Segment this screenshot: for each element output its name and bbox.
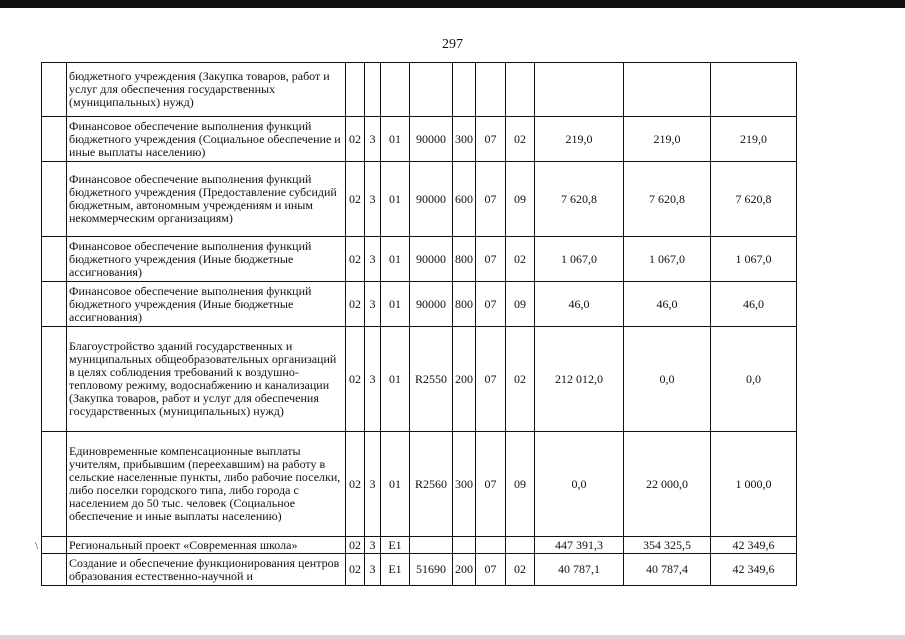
amount-cell: 1 067,0 (711, 237, 797, 282)
table-row (42, 282, 797, 327)
code-cell: 01 (381, 237, 410, 282)
code-cell: R2560 (410, 432, 453, 537)
table-row (42, 537, 797, 554)
amount-cell: 0,0 (535, 432, 624, 537)
code-cell (453, 537, 476, 554)
code-cell: 300 (453, 432, 476, 537)
amount-cell: 42 349,6 (711, 554, 797, 586)
code-cell: 02 (506, 117, 535, 162)
code-cell: 3 (365, 162, 381, 237)
amount-cell (624, 63, 711, 117)
amount-cell: 40 787,4 (624, 554, 711, 586)
code-cell: 07 (476, 237, 506, 282)
code-cell: 07 (476, 554, 506, 586)
code-cell (506, 537, 535, 554)
row-name: Региональный проект «Современная школа» (67, 537, 346, 554)
amount-cell: 354 325,5 (624, 537, 711, 554)
code-cell: 07 (476, 282, 506, 327)
code-cell (365, 63, 381, 117)
table-row (42, 327, 797, 432)
code-cell: 07 (476, 117, 506, 162)
code-cell: 800 (453, 282, 476, 327)
code-cell: 07 (476, 162, 506, 237)
amount-cell: 22 000,0 (624, 432, 711, 537)
code-cell: 02 (506, 237, 535, 282)
code-cell: 200 (453, 327, 476, 432)
code-cell: 07 (476, 327, 506, 432)
table-row (42, 117, 797, 162)
code-cell: 51690 (410, 554, 453, 586)
code-cell: 600 (453, 162, 476, 237)
code-cell (506, 63, 535, 117)
row-name: Благоустройство зданий государственных и муниципальных общеобразовательных организаций в целях соблюдения требований к воздушно-тепловому режиму, водоснабжению и канализации (Закупка товаров, работ и услуг для обеспечения государственных (муниципальных) нужд) (67, 327, 346, 432)
code-cell: 09 (506, 282, 535, 327)
amount-cell: 40 787,1 (535, 554, 624, 586)
code-cell: 90000 (410, 162, 453, 237)
code-cell: 02 (346, 282, 365, 327)
amount-cell: 46,0 (535, 282, 624, 327)
row-name: Единовременные компенсационные выплаты учителям, прибывшим (переехавшим) на работу в сельские населенные пункты, либо рабочие поселки, либо поселки городского типа, либо города с населением до 50 тыс. человек (Социальное обеспечение и иные выплаты населению) (67, 432, 346, 537)
code-cell (476, 63, 506, 117)
code-cell (476, 537, 506, 554)
code-cell (453, 63, 476, 117)
amount-cell: 46,0 (711, 282, 797, 327)
code-cell: 3 (365, 117, 381, 162)
row-spacer-cell (42, 554, 67, 586)
code-cell: 09 (506, 432, 535, 537)
code-cell: 3 (365, 282, 381, 327)
amount-cell: 7 620,8 (624, 162, 711, 237)
table-row (42, 432, 797, 537)
amount-cell: 42 349,6 (711, 537, 797, 554)
row-name: бюджетного учреждения (Закупка товаров, работ и услуг для обеспечения государственных (муниципальных) нужд) (67, 63, 346, 117)
amount-cell: 212 012,0 (535, 327, 624, 432)
page-number: 297 (442, 37, 463, 52)
code-cell (346, 63, 365, 117)
code-cell: 3 (365, 237, 381, 282)
code-cell: 800 (453, 237, 476, 282)
code-cell: 01 (381, 162, 410, 237)
code-cell: 07 (476, 432, 506, 537)
row-name: Финансовое обеспечение выполнения функций бюджетного учреждения (Предоставление субсидий бюджетным, автономным учреждениям и иным некоммерческим организациям) (67, 162, 346, 237)
code-cell: 02 (346, 327, 365, 432)
code-cell: 01 (381, 117, 410, 162)
amount-cell: 219,0 (535, 117, 624, 162)
row-name: Финансовое обеспечение выполнения функций бюджетного учреждения (Социальное обеспечение и иные выплаты населению) (67, 117, 346, 162)
code-cell: 02 (346, 237, 365, 282)
table-row (42, 237, 797, 282)
table-row (42, 162, 797, 237)
row-spacer-cell (42, 237, 67, 282)
amount-cell: 1 000,0 (711, 432, 797, 537)
amount-cell: 219,0 (624, 117, 711, 162)
row-name: Финансовое обеспечение выполнения функций бюджетного учреждения (Иные бюджетные ассигнования) (67, 237, 346, 282)
amount-cell (711, 63, 797, 117)
scan-bottom-edge (0, 635, 905, 639)
code-cell (410, 63, 453, 117)
code-cell: 200 (453, 554, 476, 586)
code-cell: 3 (365, 432, 381, 537)
code-cell: 90000 (410, 237, 453, 282)
amount-cell: 46,0 (624, 282, 711, 327)
amount-cell: 0,0 (624, 327, 711, 432)
code-cell: 90000 (410, 117, 453, 162)
amount-cell: 1 067,0 (624, 237, 711, 282)
row-spacer-cell (42, 327, 67, 432)
row-spacer-cell (42, 162, 67, 237)
table-row (42, 63, 797, 117)
amount-cell: 7 620,8 (535, 162, 624, 237)
code-cell: 300 (453, 117, 476, 162)
row-name: Финансовое обеспечение выполнения функций бюджетного учреждения (Иные бюджетные ассигнования) (67, 282, 346, 327)
table-row (42, 554, 797, 586)
code-cell: 90000 (410, 282, 453, 327)
row-name: Создание и обеспечение функционирования центров образования естественно-научной и (67, 554, 346, 586)
code-cell: 3 (365, 537, 381, 554)
code-cell: R2550 (410, 327, 453, 432)
row-spacer-cell (42, 117, 67, 162)
row-spacer-cell (42, 432, 67, 537)
amount-cell: 0,0 (711, 327, 797, 432)
code-cell: 02 (506, 327, 535, 432)
code-cell: 02 (346, 117, 365, 162)
code-cell: 01 (381, 282, 410, 327)
amount-cell (535, 63, 624, 117)
code-cell: 01 (381, 432, 410, 537)
code-cell: 3 (365, 554, 381, 586)
budget-table (41, 62, 797, 586)
amount-cell: 219,0 (711, 117, 797, 162)
code-cell: 02 (506, 554, 535, 586)
code-cell: 02 (346, 554, 365, 586)
stray-mark: \ (35, 540, 39, 552)
code-cell: 02 (346, 537, 365, 554)
code-cell: 01 (381, 327, 410, 432)
amount-cell: 447 391,3 (535, 537, 624, 554)
code-cell (381, 63, 410, 117)
row-spacer-cell (42, 537, 67, 554)
row-spacer-cell (42, 63, 67, 117)
code-cell: 02 (346, 432, 365, 537)
code-cell: 09 (506, 162, 535, 237)
code-cell: 02 (346, 162, 365, 237)
code-cell: E1 (381, 537, 410, 554)
scan-top-edge (0, 0, 905, 8)
code-cell: 3 (365, 327, 381, 432)
code-cell: E1 (381, 554, 410, 586)
amount-cell: 7 620,8 (711, 162, 797, 237)
row-spacer-cell (42, 282, 67, 327)
code-cell (410, 537, 453, 554)
amount-cell: 1 067,0 (535, 237, 624, 282)
